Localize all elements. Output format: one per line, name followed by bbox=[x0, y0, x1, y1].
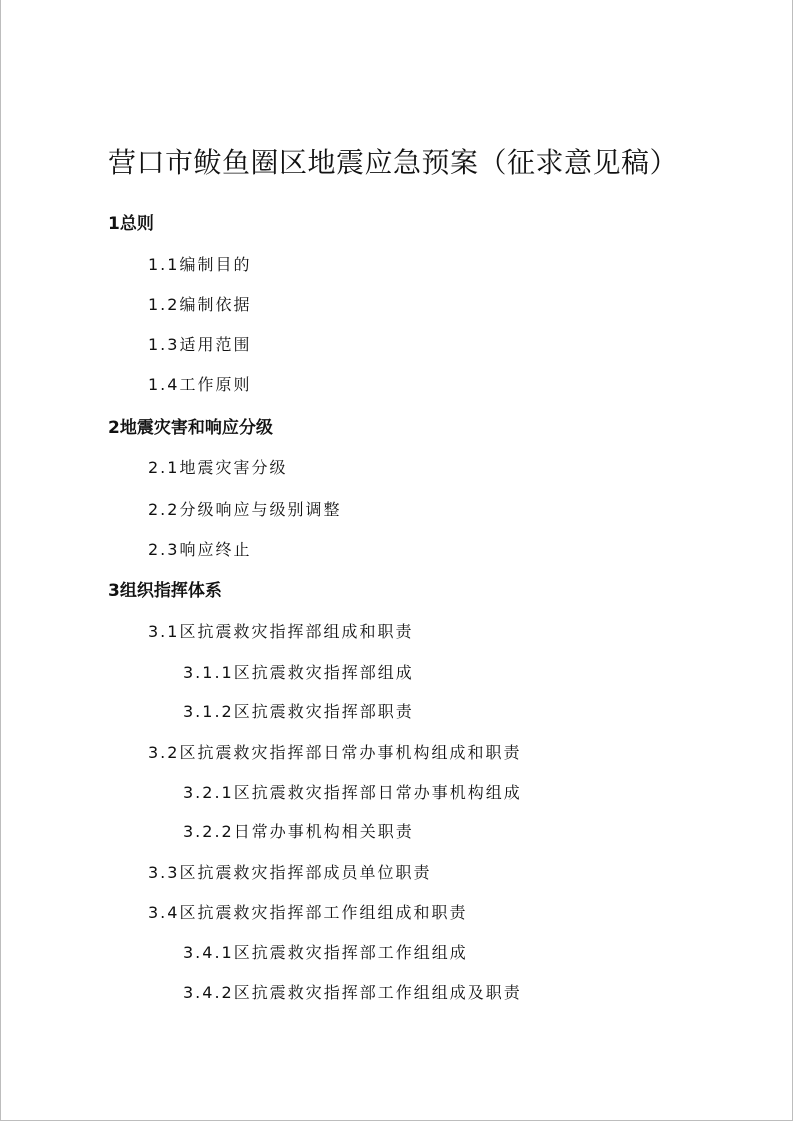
toc-heading-1: 1总则 bbox=[108, 214, 154, 234]
toc-item-3-1: 3.1区抗震救灾指挥部组成和职责 bbox=[148, 622, 414, 641]
toc-item-1-2: 1.2编制依据 bbox=[148, 295, 252, 314]
toc-item-1-3: 1.3适用范围 bbox=[148, 335, 252, 354]
toc-item-3-2-1: 3.2.1区抗震救灾指挥部日常办事机构组成 bbox=[183, 783, 522, 802]
toc-item-2-3: 2.3响应终止 bbox=[148, 540, 252, 559]
toc-item-3-1-2: 3.1.2区抗震救灾指挥部职责 bbox=[183, 702, 414, 721]
toc-item-3-2-2: 3.2.2日常办事机构相关职责 bbox=[183, 822, 414, 841]
toc-item-3-4-2: 3.4.2区抗震救灾指挥部工作组组成及职责 bbox=[183, 983, 522, 1002]
toc-item-3-4: 3.4区抗震救灾指挥部工作组组成和职责 bbox=[148, 903, 468, 922]
document-title: 营口市鲅鱼圈区地震应急预案（征求意见稿） bbox=[108, 146, 679, 179]
toc-heading-2: 2地震灾害和响应分级 bbox=[108, 418, 273, 438]
toc-item-2-2: 2.2分级响应与级别调整 bbox=[148, 500, 342, 519]
toc-item-1-4: 1.4工作原则 bbox=[148, 375, 252, 394]
toc-item-3-1-1: 3.1.1区抗震救灾指挥部组成 bbox=[183, 663, 414, 682]
toc-item-3-4-1: 3.4.1区抗震救灾指挥部工作组组成 bbox=[183, 943, 468, 962]
toc-heading-3: 3组织指挥体系 bbox=[108, 581, 222, 601]
toc-item-3-3: 3.3区抗震救灾指挥部成员单位职责 bbox=[148, 863, 432, 882]
toc-item-1-1: 1.1编制目的 bbox=[148, 255, 252, 274]
toc-item-3-2: 3.2区抗震救灾指挥部日常办事机构组成和职责 bbox=[148, 743, 522, 762]
toc-item-2-1: 2.1地震灾害分级 bbox=[148, 458, 288, 477]
